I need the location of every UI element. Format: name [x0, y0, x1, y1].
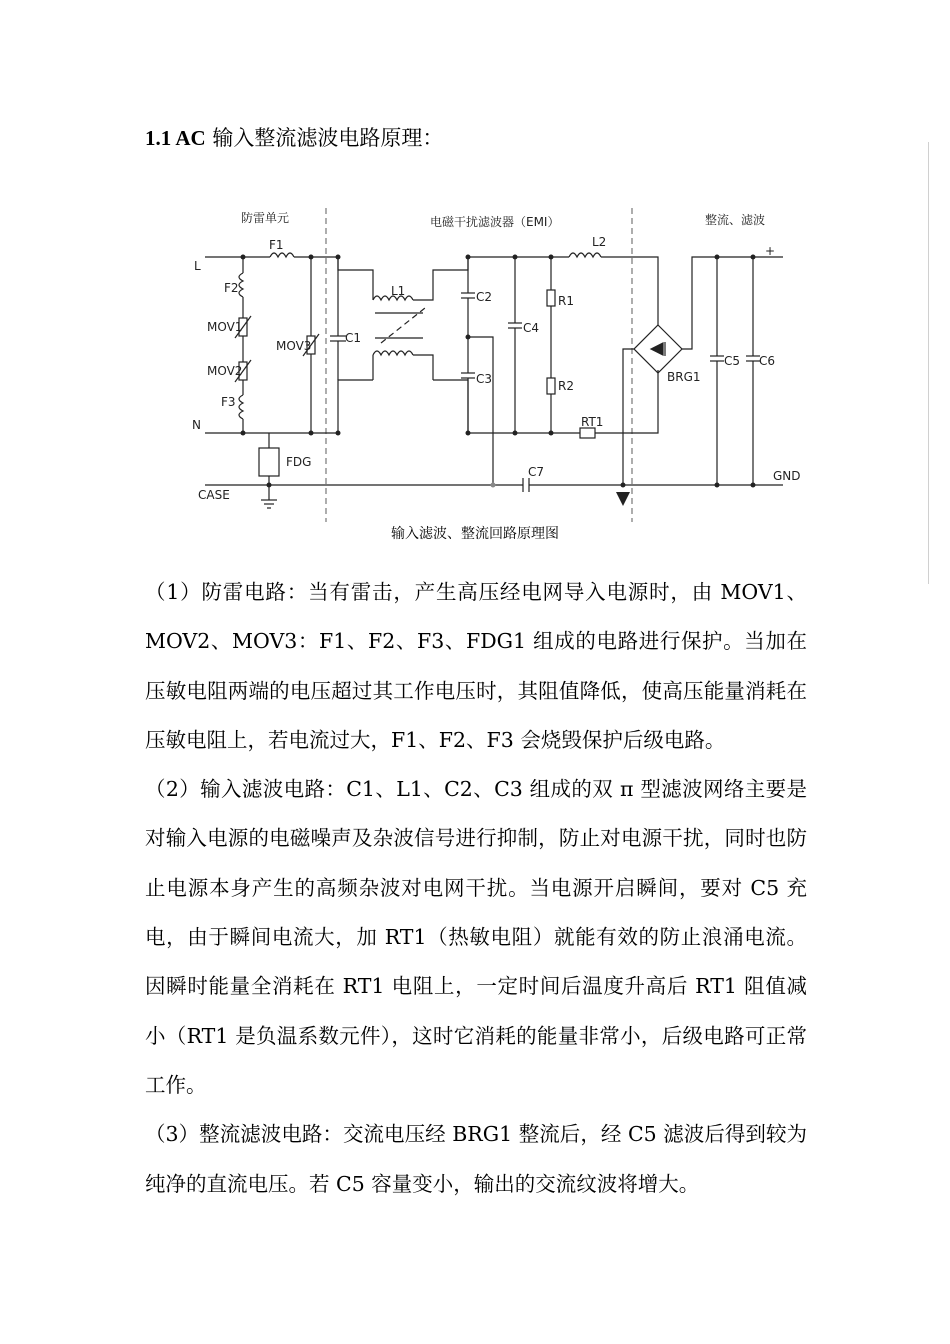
figure-caption: 输入滤波、整流回路原理图: [391, 526, 559, 542]
c6-label: C6: [759, 354, 776, 368]
terminal-plus-label: +: [765, 244, 776, 258]
l2-label: L2: [592, 235, 607, 249]
brg1-label: BRG1: [667, 370, 701, 384]
terminal-l-label: L: [194, 259, 201, 273]
circuit-schematic: [185, 200, 805, 530]
terminal-case-label: CASE: [198, 488, 230, 502]
c4-label: C4: [523, 321, 540, 335]
mov1-label: MOV1: [207, 320, 243, 334]
r1-label: R1: [558, 294, 574, 308]
circuit-diagram: [185, 200, 805, 530]
f1-label: F1: [269, 238, 284, 252]
heading-number: 1.1 AC: [145, 126, 206, 150]
c2-label: C2: [476, 290, 493, 304]
l1-label: L1: [391, 284, 406, 298]
section-label-lightning: 防雷单元: [241, 211, 290, 225]
fdg-label: FDG: [286, 455, 312, 469]
paragraph-lightning-protection: （1）防雷电路：当有雷击，产生高压经电网导入电源时，由 MOV1、MOV2、MOV3：F1、F2、F3、FDG1 组成的电路进行保护。当加在压敏电阻两端的电压超过其工作电压时，其阻值降低，使高压能量消耗在压敏电阻上，若电流过大，F1、F2、F3 会烧毁保护后级电路。: [145, 580, 807, 752]
f2-label: F2: [224, 281, 239, 295]
body-text: [145, 568, 807, 1209]
paragraph-input-filter: （2）输入滤波电路：C1、L1、C2、C3 组成的双 π 型滤波网络主要是对输入电源的电磁噪声及杂波信号进行抑制，防止对电源干扰，同时也防止电源本身产生的高频杂波对电网干扰。当电源开启瞬间，要对 C5 充电，由于瞬间电流大，加 RT1（热敏电阻）就能有效的防止浪涌电流。因瞬时能量全消耗在 RT1 电阻上，一定时间后温度升高后 RT1 阻值减小（RT1 是负温系数元件），这时它消耗的能量非常小，后级电路可正常工作。: [145, 777, 807, 1097]
page-edge-line: [928, 142, 929, 584]
section-label-emi: 电磁干扰滤波器（EMI）: [430, 215, 560, 229]
section-label-rectifier: 整流、滤波: [705, 213, 766, 227]
c7-label: C7: [528, 465, 545, 479]
c1-label: C1: [345, 331, 362, 345]
rt1-label: RT1: [581, 415, 604, 429]
mov3-label: MOV3: [276, 339, 312, 353]
mov2-label: MOV2: [207, 364, 243, 378]
c3-label: C3: [476, 372, 493, 386]
r2-label: R2: [558, 379, 574, 393]
terminal-n-label: N: [192, 418, 201, 432]
c5-label: C5: [724, 354, 741, 368]
heading-title: 输入整流滤波电路原理：: [212, 126, 444, 150]
terminal-gnd-label: GND: [773, 469, 801, 483]
f3-label: F3: [221, 395, 236, 409]
section-heading: [145, 122, 443, 152]
paragraph-rectifier-filter: （3）整流滤波电路：交流电压经 BRG1 整流后，经 C5 滤波后得到较为纯净的直流电压。若 C5 容量变小，输出的交流纹波将增大。: [145, 1122, 807, 1196]
